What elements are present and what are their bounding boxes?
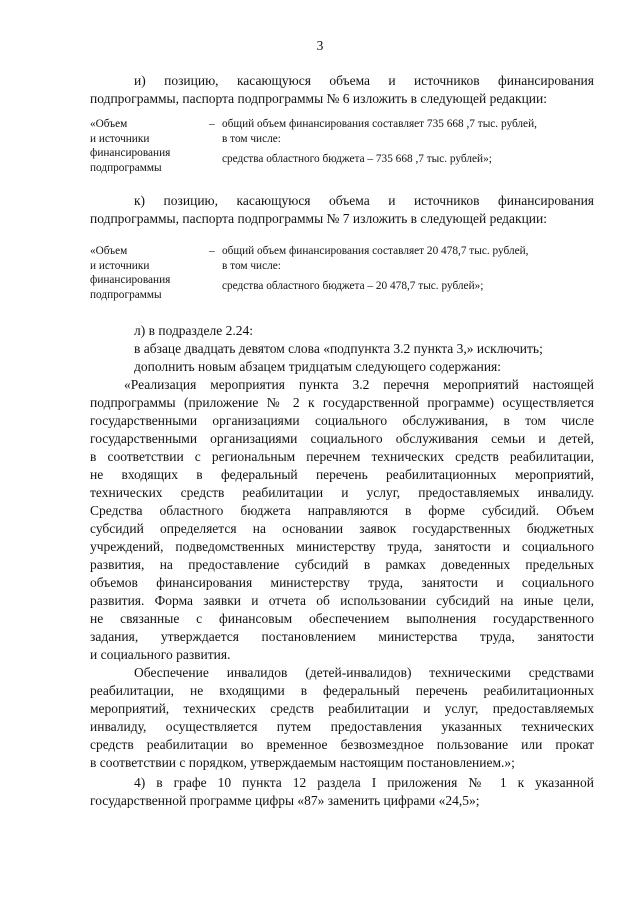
table-7-left-line: и источники: [90, 259, 150, 272]
table-6-dash: –: [209, 118, 215, 130]
paragraph-1-line: учреждений, подведомственных министерству труда, занятости и социального: [90, 539, 594, 554]
item-k-line-1: к) позицию, касающуюся объема и источников финансирования: [134, 193, 594, 208]
table-6-left-line: подпрограммы: [90, 161, 162, 174]
paragraph-1-line: и социального развития.: [90, 647, 231, 662]
item-k-line-2: подпрограммы, паспорта подпрограммы № 7 изложить в следующей редакции:: [90, 211, 548, 226]
paragraph-1-line: не входящих в федеральный перечень реабилитационных мероприятий,: [90, 467, 594, 482]
paragraph-1-line: субсидий определяется на основании заявок государственных бюджетных: [90, 521, 594, 536]
item-l-line-3: дополнить новым абзацем тридцатым следующего содержания:: [134, 359, 502, 374]
table-6-right-line-3: средства областного бюджета – 735 668 ,7 тыс. рублей»;: [222, 153, 492, 165]
item-k-paragraph: [90, 192, 594, 228]
table-6-left-line: «Объем: [90, 118, 128, 130]
table-7-left-cell: [90, 244, 200, 302]
table-7-left-line: финансирования: [90, 274, 171, 286]
item-4-line-1: 4) в графе 10 пункта 12 раздела I приложения № 1 к указанной: [134, 775, 594, 790]
table-6-right-cell: [222, 117, 594, 167]
paragraph-1-line: в соответствии с региональным перечнем технических средств реабилитации,: [90, 449, 594, 464]
paragraph-2-line: в соответствии с порядком, утверждаемым настоящим постановлением.»;: [90, 755, 515, 770]
item-l-paragraph: [90, 322, 594, 376]
paragraph-1-line: Средства областного бюджета направляются в форме субсидий. Объем: [90, 503, 594, 518]
paragraph-1-line: не связанные с финансовым обеспечением выполнения государственного: [90, 611, 594, 626]
table-7-right-cell: [222, 244, 594, 294]
page-number: 3: [316, 38, 324, 53]
table-7-left-line: «Объем: [90, 245, 128, 257]
paragraph-2-line: Обеспечение инвалидов (детей-инвалидов) техническими средствами: [134, 665, 594, 680]
table-6-right-line-2: в том числе:: [222, 132, 281, 145]
item-l-line-1: л) в подразделе 2.24:: [134, 323, 253, 338]
passport-table-6: [90, 117, 594, 177]
table-7-dash: –: [209, 245, 215, 257]
paragraph-1-line: государственными организациями социального обслуживания, в том числе: [90, 413, 594, 428]
table-6-left-line: и источники: [90, 132, 150, 145]
quoted-paragraph-2: [90, 664, 594, 772]
paragraph-1-line: задания, утверждается постановлением министерства труда, занятости: [90, 629, 594, 644]
table-7-right-line-3: средства областного бюджета – 20 478,7 тыс. рублей»;: [222, 280, 484, 292]
table-6-left-line: финансирования: [90, 147, 171, 159]
passport-table-7: [90, 244, 594, 304]
quoted-paragraph-1: [90, 376, 594, 664]
item-4-line-2: государственной программе цифры «87» заменить цифрами «24,5»;: [90, 793, 480, 808]
paragraph-2-line: инвалиду, осуществляется путем предоставления указанных технических: [90, 719, 594, 734]
paragraph-1-line: государственными организациями социального обслуживания семьи и детей,: [90, 431, 594, 446]
paragraph-1-line: развития. Форма заявки и отчета об использовании субсидий на иные цели,: [90, 593, 594, 608]
table-6-left-cell: [90, 117, 200, 175]
paragraph-1-line: развития, на предоставление субсидий в рамках доведенных предельных: [90, 557, 594, 572]
item-i-line-2: подпрограммы, паспорта подпрограммы № 6 изложить в следующей редакции:: [90, 91, 548, 106]
item-l-line-2: в абзаце двадцать девятом слова «подпункта 3.2 пункта 3,» исключить;: [134, 341, 543, 356]
paragraph-2-line: мероприятий, технических средств реабилитации и услуг, предоставляемых: [90, 701, 594, 716]
item-i-line-1: и) позицию, касающуюся объема и источников финансирования: [134, 73, 594, 88]
paragraph-1-line: «Реализация мероприятия пункта 3.2 перечня мероприятий настоящей: [124, 377, 594, 392]
paragraph-1-line: объемов финансирования министерству труда, занятости и социального: [90, 575, 594, 590]
item-i-paragraph: [90, 72, 594, 108]
table-7-left-line: подпрограммы: [90, 288, 162, 301]
paragraph-2-line: средств реабилитации во временное безвозмездное пользование или прокат: [90, 737, 594, 752]
table-6-right-line-1: общий объем финансирования составляет 735 668 ,7 тыс. рублей,: [222, 118, 537, 130]
table-7-right-line-2: в том числе:: [222, 259, 281, 272]
table-7-right-line-1: общий объем финансирования составляет 20 478,7 тыс. рублей,: [222, 245, 529, 257]
paragraph-2-line: реабилитации, не входящими в федеральный перечень реабилитационных: [90, 683, 594, 698]
paragraph-1-line: технических средств реабилитации и услуг, предоставляемых инвалиду.: [90, 485, 594, 500]
item-4-paragraph: [90, 774, 594, 810]
paragraph-1-line: подпрограммы (приложение № 2 к государственной программе) осуществляется: [90, 395, 594, 410]
